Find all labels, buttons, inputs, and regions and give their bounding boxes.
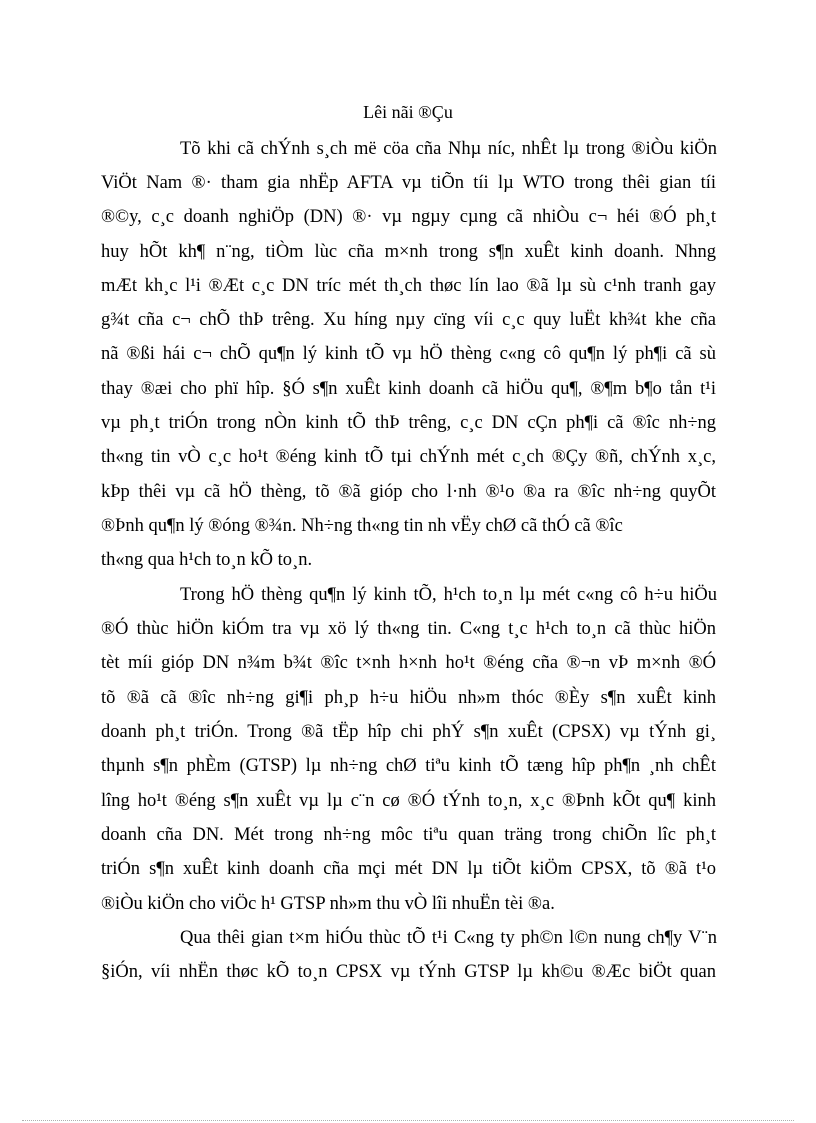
- text-line: ®Þnh qu¶n lý ®óng ®¾n. Nh÷ng th«ng tin nh vËy chØ cã thÓ cã ®îc: [101, 516, 623, 536]
- text-line: kÞp thêi vµ cã hÖ thèng, tõ ®ã gióp cho l·nh ®¹o ®a ra ®îc nh÷ng quyÕt: [101, 482, 716, 502]
- text-line: triÓn s¶n xuÊt kinh doanh cña mçi mét DN lµ tiÕt kiÖm CPSX, tõ ®ã t¹o: [101, 859, 716, 879]
- text-line: th«ng qua h¹ch to¸n kÕ to¸n.: [101, 550, 313, 570]
- text-line: ®©y, c¸c doanh nghiÖp (DN) ®· vµ ngµy cµng cã nhiÒu c¬ héi ®Ó ph¸t: [101, 207, 716, 227]
- text-line: tõ ®ã cã ®îc nh÷ng gi¶i ph¸p h÷u hiÖu nh»m thóc ®Èy s¶n xuÊt kinh: [101, 688, 716, 708]
- text-line: mÆt kh¸c l¹i ®Æt c¸c DN tríc mét th¸ch thøc lín lao ®ã lµ sù c¹nh tranh gay: [101, 276, 716, 296]
- text-line: doanh ph¸t triÓn. Trong ®ã tËp hîp chi phÝ s¶n xuÊt (CPSX) vµ tÝnh gi¸: [101, 722, 716, 742]
- text-line: huy hÕt kh¶ n¨ng, tiÒm lùc cña m×nh trong s¶n xuÊt kinh doanh. Nhng: [101, 242, 716, 262]
- text-line: thµnh s¶n phÈm (GTSP) lµ nh÷ng chØ tiªu kinh tÕ tæng hîp ph¶n ¸nh chÊt: [101, 756, 716, 776]
- text-line: g¾t cña c¬ chÕ thÞ trêng. Xu híng nµy cïng víi c¸c quy luËt kh¾t khe cña: [101, 310, 716, 330]
- text-line: ®Ó thùc hiÖn kiÓm tra vµ xö lý th«ng tin. C«ng t¸c h¹ch to¸n cã thùc hiÖn: [101, 619, 716, 639]
- text-line: Tõ khi cã chÝnh s¸ch më cöa cña Nhµ níc, nhÊt lµ trong ®iÒu kiÖn: [180, 139, 717, 159]
- text-line: lîng ho¹t ®éng s¶n xuÊt vµ lµ c¨n cø ®Ó tÝnh to¸n, x¸c ®Þnh kÕt qu¶ kinh: [101, 791, 716, 811]
- text-line: §iÓn, víi nhËn thøc kÕ to¸n CPSX vµ tÝnh GTSP lµ kh©u ®Æc biÖt quan: [101, 962, 716, 982]
- text-line: tèt míi gióp DN n¾m b¾t ®îc t×nh h×nh ho¹t ®éng cña ®¬n vÞ m×nh ®Ó: [101, 653, 716, 673]
- text-line: doanh cña DN. Mét trong nh÷ng môc tiªu quan träng trong chiÕn lîc ph¸t: [101, 825, 716, 845]
- text-line: nã ®ßi hái c¬ chÕ qu¶n lý kinh tÕ vµ hÖ thèng c«ng cô qu¶n lý ph¶i cã sù: [101, 344, 716, 364]
- text-line: th«ng tin vÒ c¸c ho¹t ®éng kinh tÕ tµi chÝnh mét c¸ch ®Çy ®ñ, chÝnh x¸c,: [101, 447, 716, 467]
- page-title: Lêi nãi ®Çu: [363, 102, 453, 122]
- page-bottom-dotted-rule: [22, 1120, 794, 1121]
- text-line: Trong hÖ thèng qu¶n lý kinh tÕ, h¹ch to¸n lµ mét c«ng cô h÷u hiÖu: [180, 585, 717, 605]
- text-line: ®iÒu kiÖn cho viÖc h¹ GTSP nh»m thu vÒ lîi nhuËn tèi ®a.: [101, 894, 555, 914]
- text-line: thay ®æi cho phï hîp. §Ó s¶n xuÊt kinh doanh cã hiÖu qu¶, ®¶m b¶o tån t¹i: [101, 379, 716, 399]
- text-line: ViÖt Nam ®· tham gia nhËp AFTA vµ tiÕn tíi lµ WTO trong thêi gian tíi: [101, 173, 716, 193]
- text-line: Qua thêi gian t×m hiÓu thùc tÕ t¹i C«ng ty ph©n l©n nung ch¶y V¨n: [180, 928, 717, 948]
- text-line: vµ ph¸t triÓn trong nÒn kinh tÕ thÞ trêng, c¸c DN cÇn ph¶i cã ®îc nh÷ng: [101, 413, 716, 433]
